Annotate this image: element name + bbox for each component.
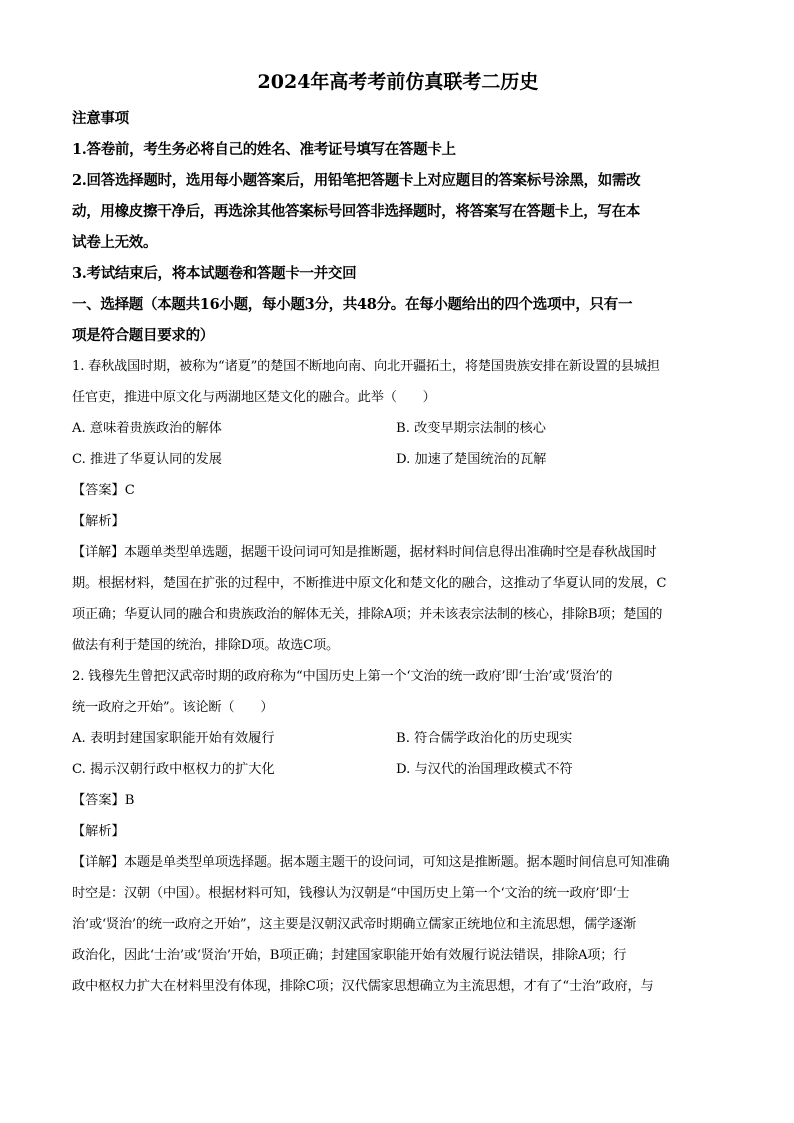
page-title: 2024年高考考前仿真联考二历史 bbox=[257, 71, 539, 93]
q2-options-row bbox=[72, 723, 724, 754]
q2-option-b: B. 符合儒学政治化的历史现实 bbox=[396, 731, 573, 746]
exam-page bbox=[72, 68, 724, 1002]
q2-option-a: A. 表明封建国家职能开始有效履行 bbox=[72, 731, 275, 746]
q1-option-a: A. 意味着贵族政治的解体 bbox=[72, 421, 222, 436]
q2-detail-line: 【详解】本题是单类型单项选择题。据本题主题干的设问词，可知这是推断题。据本题时间信息可知准确 bbox=[72, 855, 670, 870]
q2-detail-line: 政治化，因此‘士治’或‘贤治’开始，B项正确；封建国家职能开始有效履行说法错误，排除A项；行 bbox=[72, 948, 627, 963]
q1-stem-line: 1. 春秋战国时期，被称为“诸夏”的楚国不断地向南、向北开疆拓土，将楚国贵族安排在新设置的县城担 bbox=[72, 359, 660, 374]
notice-item-2-line: 试卷上无效。 bbox=[72, 234, 158, 251]
q1-analysis-label: 【解析】 bbox=[72, 514, 125, 529]
q2-stem-line: 统一政府之开始”。该论断（ ） bbox=[72, 700, 274, 715]
q1-options-row bbox=[72, 413, 724, 444]
q2-answer: 【答案】B bbox=[72, 793, 135, 808]
q2-stem-line: 2. 钱穆先生曾把汉武帝时期的政府称为“中国历史上第一个‘文治的统一政府’即‘士治’或‘贤治’的 bbox=[72, 669, 613, 684]
notice-item-3: 3.考试结束后，将本试题卷和答题卡一并交回 bbox=[72, 265, 357, 282]
q2-detail-line: 治’或‘贤治’的统一政府之开始”，这主要是汉朝汉武帝时期确立儒家正统地位和主流思想，儒学逐渐 bbox=[72, 917, 636, 932]
q1-answer: 【答案】C bbox=[72, 483, 135, 498]
q1-options-row bbox=[72, 444, 724, 475]
q2-detail-line: 时空是：汉朝（中国）。根据材料可知，钱穆认为汉朝是“中国历史上第一个‘文治的统一政府’即‘士 bbox=[72, 886, 630, 901]
section-heading-line: 项是符合题目要求的） bbox=[72, 327, 214, 344]
q1-detail-line: 项正确；华夏认同的融合和贵族政治的解体无关，排除A项；并未该表宗法制的核心，排除B项；楚国的 bbox=[72, 607, 663, 622]
q2-option-d: D. 与汉代的治国理政模式不符 bbox=[396, 762, 573, 777]
q2-analysis-label: 【解析】 bbox=[72, 824, 125, 839]
q1-option-d: D. 加速了楚国统治的瓦解 bbox=[396, 452, 547, 467]
q1-stem-line: 任官吏，推进中原文化与两湖地区楚文化的融合。此举（ ） bbox=[72, 390, 436, 405]
q2-detail-line: 政中枢权力扩大在材料里没有体现，排除C项；汉代儒家思想确立为主流思想，才有了“士治”政府，与 bbox=[72, 979, 654, 994]
q2-option-c: C. 揭示汉朝行政中枢权力的扩大化 bbox=[72, 762, 275, 777]
q1-detail-line: 期。根据材料，楚国在扩张的过程中，不断推进中原文化和楚文化的融合，这推动了华夏认同的发展，C bbox=[72, 576, 667, 591]
notice-item-2-line: 2.回答选择题时，选用每小题答案后，用铅笔把答题卡上对应题目的答案标号涂黑，如需改 bbox=[72, 172, 641, 189]
q1-detail-line: 【详解】本题单类型单选题，据题干设问词可知是推断题，据材料时间信息得出准确时空是春秋战国时 bbox=[72, 545, 657, 560]
notice-item-2-line: 动，用橡皮擦干净后，再选涂其他答案标号回答非选择题时，将答案写在答题卡上，写在本 bbox=[72, 203, 640, 220]
notice-item-1: 1.答卷前，考生务必将自己的姓名、准考证号填写在答题卡上 bbox=[72, 141, 456, 158]
q2-options-row bbox=[72, 754, 724, 785]
q1-option-c: C. 推进了华夏认同的发展 bbox=[72, 452, 222, 467]
notice-heading: 注意事项 bbox=[72, 110, 129, 127]
q1-option-b: B. 改变早期宗法制的核心 bbox=[396, 421, 546, 436]
section-heading-line: 一、选择题（本题共16小题，每小题3分，共48分。在每小题给出的四个选项中，只有一 bbox=[72, 296, 633, 313]
q1-detail-line: 做法有利于楚国的统治，排除D项。故选C项。 bbox=[72, 638, 340, 653]
